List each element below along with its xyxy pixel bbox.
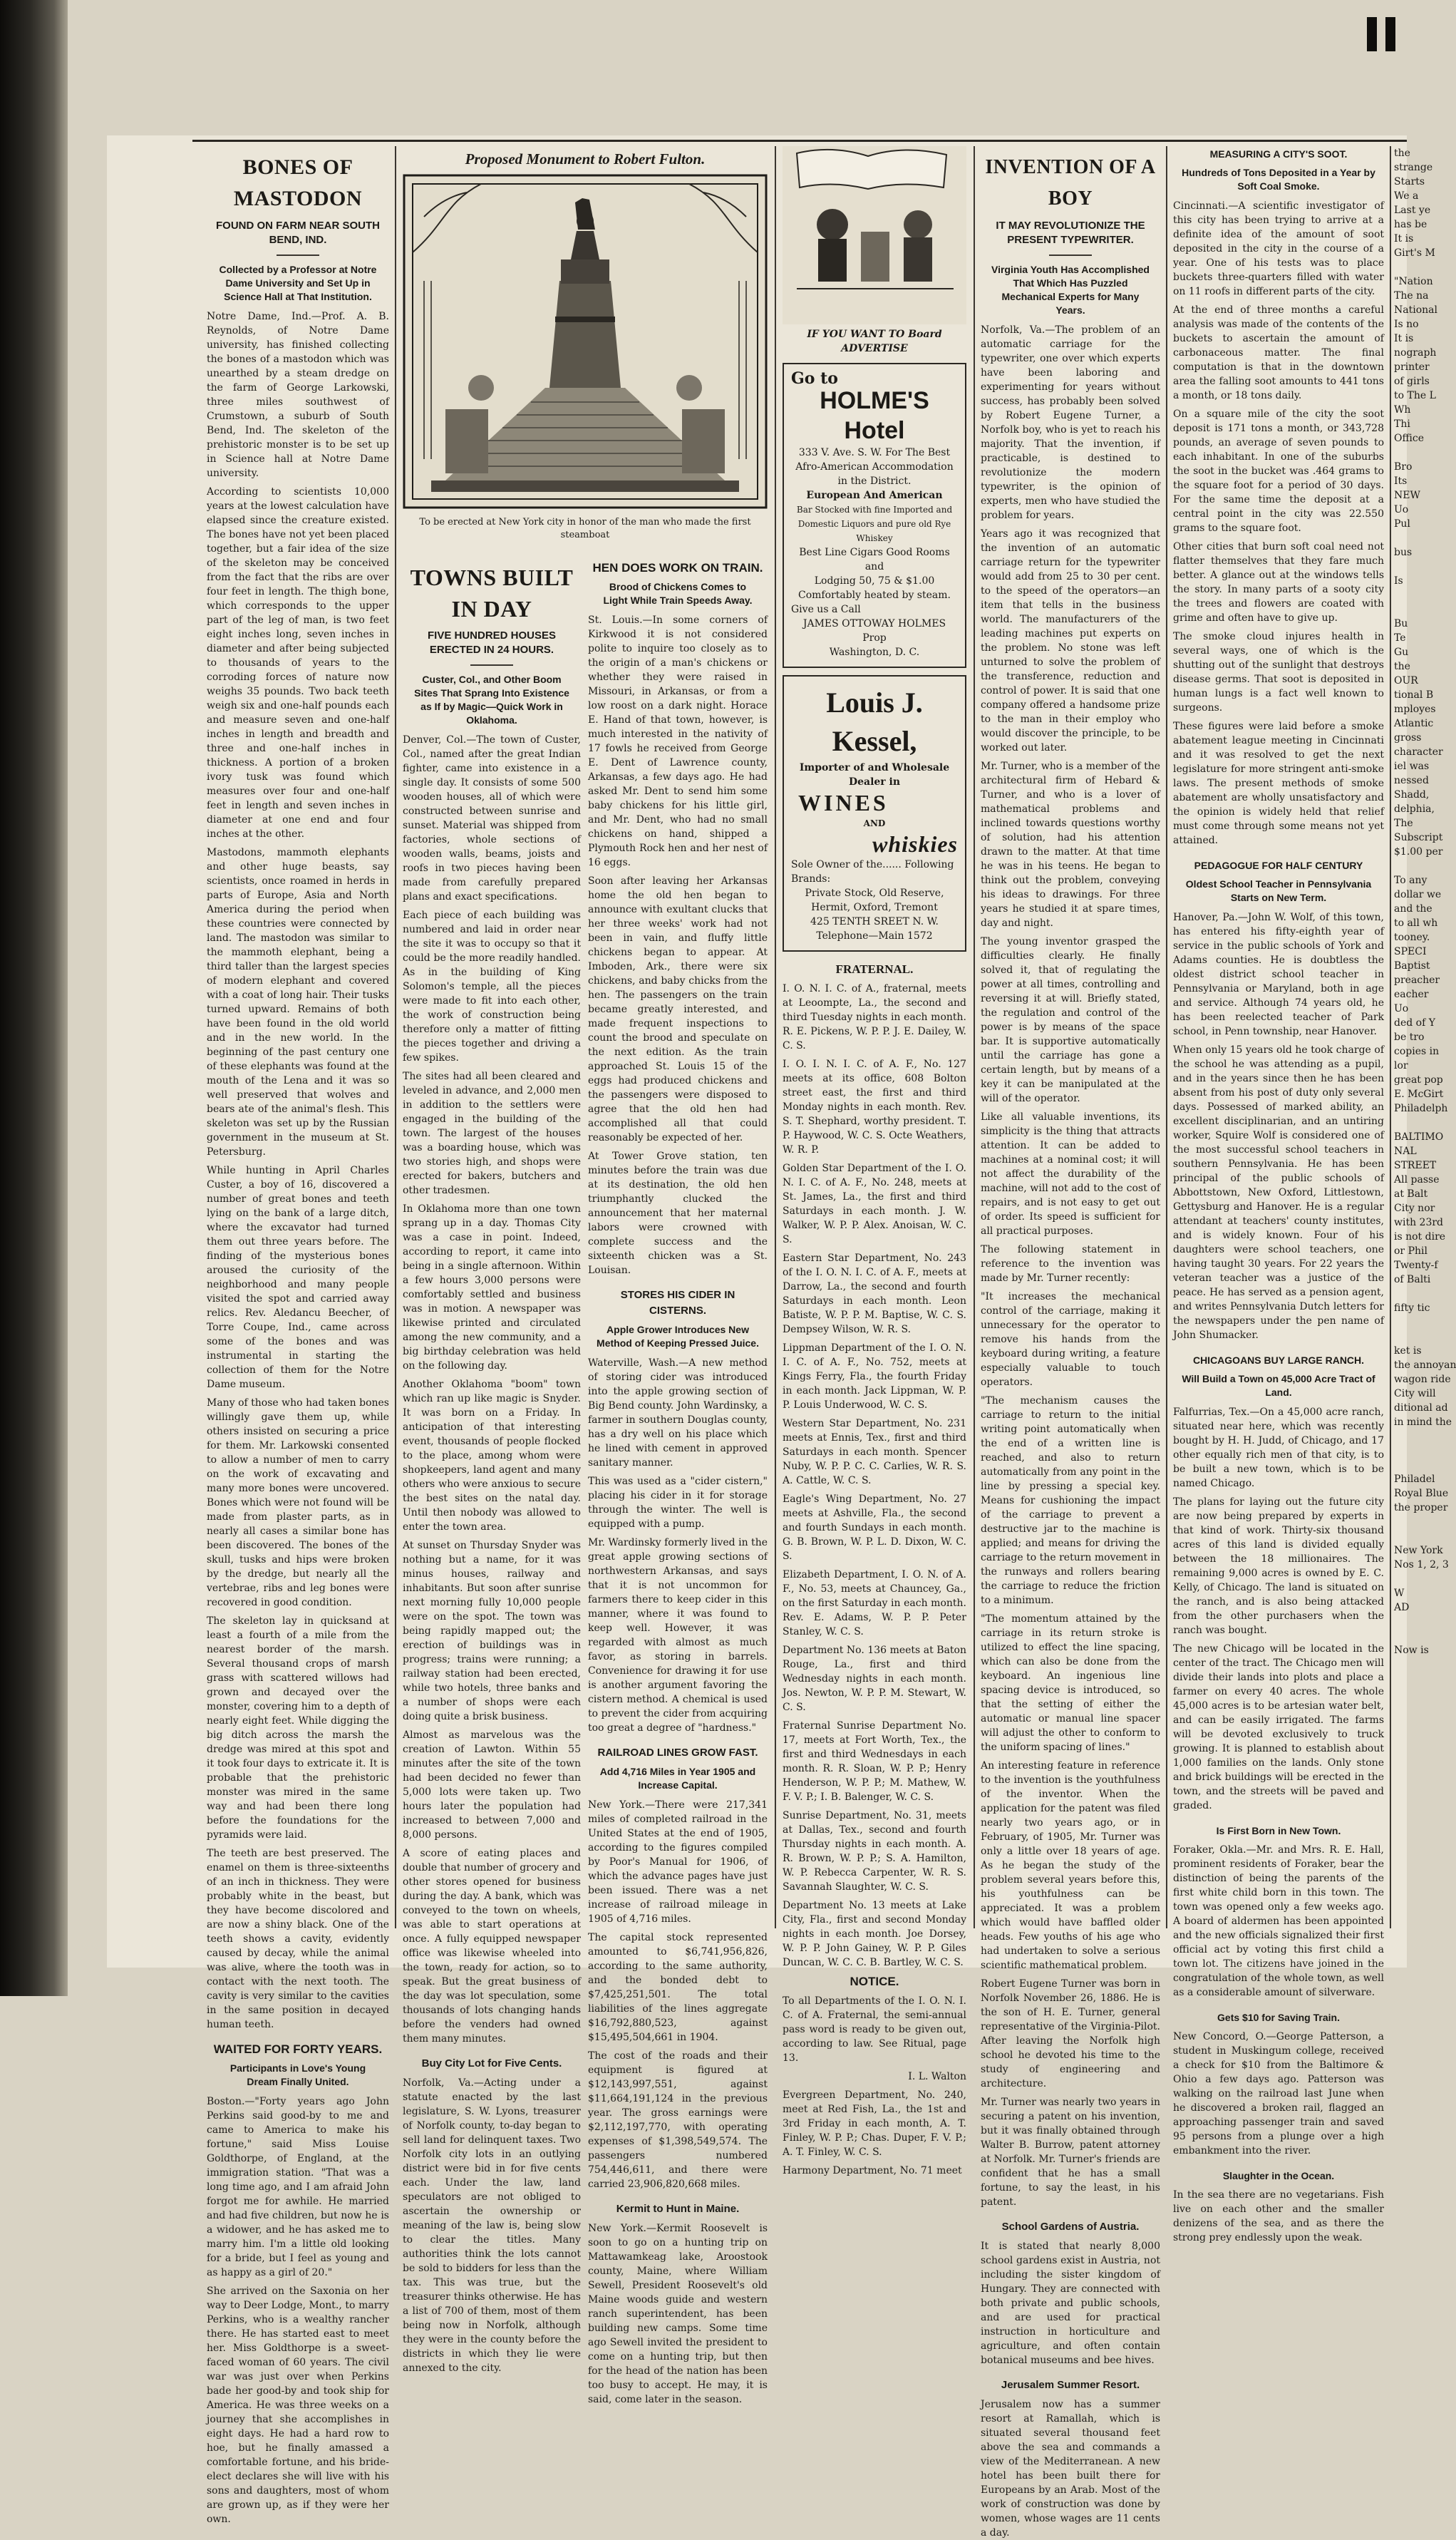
divider [470, 664, 513, 666]
headline-saving-train: Gets $10 for Saving Train. [1217, 2012, 1340, 2023]
fragment-line: the proper [1394, 1502, 1448, 1513]
fragment-line [1394, 1572, 1407, 1586]
fragment-line [1394, 1287, 1407, 1301]
subhead-towns: FIVE HUNDRED HOUSES ERECTED IN 24 HOURS. [427, 629, 557, 656]
article-paragraph: Many of those who had taken bones willingly gave them up, while others insisted on securing a price for them. Mr. Larkowski consented to allow a number of men to carry on the work of excavating and many more bones were uncovered. Bones which were not found will be made from plaster parts, as in nearly all cases a similar bone has been discovered. The bones of the skull, tusks and hips were broken by the dredge, but nearly all the vertebrae, ribs and leg bones were recovered in good condition. [207, 1397, 389, 1608]
kessel-owner: Sole Owner of the...... Following Brands: [791, 859, 954, 885]
article-paragraph: A score of eating places and double that number of grocery and other stores opened for business during the day. A bank, which was conveyed to the town on wheels, was able to start operations at once. A fully equipped newspaper office was likewise wheeled into the town, ready for action, so to speak. But the great business of the day was lot speculation, some thousands of lots changing hands before the venders had owned them many minutes. [403, 1848, 581, 2045]
fraternal-entry: Department No. 13 meets at Lake City, Fla., first and second Monday nights in each month. Joe Dorsey, W. P. P. John Gainey, W. P. P. Giles Duncan, W. C. C. B. Bartley, W. C. S. [783, 1900, 966, 1968]
fragment-line: To any [1394, 875, 1427, 886]
fragment-line: Girt's M [1394, 247, 1435, 259]
fragment-line: to all wh [1394, 917, 1438, 929]
fragment-line: Wh [1394, 404, 1411, 416]
fragment-line: nograph [1394, 347, 1437, 359]
article-paragraph: Another Oklahoma "boom" town which ran up like magic is Snyder. It was born on a Friday. In anticipation of that interesting event, thousands of people flocked to the place, among whom were shopkeepers, land agent and many others who were anxious to secure the best sites on the natal day. Until then nobody was allowed to enter the town area. [403, 1379, 581, 1533]
kessel-whiskies: whiskies [872, 831, 958, 857]
fragment-line [1394, 1515, 1407, 1529]
article-paragraph: New Concord, O.—George Patterson, a student in Muskingum college, received a check for $10 from the Baltimore & Ohio a few days ago. Patterson was walking on the railroad last June when he discovered a broken rail, flagged an approaching passenger train and saved 95 persons from a plunge over a high embankment into the river. [1173, 2031, 1384, 2156]
fraternal-entry: Golden Star Department of the I. O. N. I. C. of A. F., No. 248, meets at St. James, La., the first and third Saturdays in each month. J. W. Walker, W. P. P. Alex. Anoisan, W. C. S. [783, 1163, 966, 1245]
column-rule [775, 146, 776, 1928]
fragment-line: Twenty-f [1394, 1260, 1438, 1271]
fragment-line: Starts [1394, 176, 1425, 187]
fragment-line [1394, 1429, 1407, 1444]
subhead-soot: Hundreds of Tons Deposited in a Year by Soft Coal Smoke. [1182, 167, 1375, 192]
kessel-brands: Private Stock, Old Reserve, Hermit, Oxford, Tremont [805, 888, 944, 913]
column-1 [207, 146, 389, 2525]
fragment-line: Baptist [1394, 960, 1430, 972]
article-paragraph: Falfurrias, Tex.—On a 45,000 acre ranch, situated near here, which was recently bought by H. H. Judd, of Chicago, and 17 other equally rich men of that city, is to be built a new town, which is to be named Chicago. [1173, 1407, 1384, 1489]
hotel-cigars: Best Line Cigars Good Rooms and [799, 547, 950, 572]
hotel-address: 333 V. Ave. S. W. For The Best Afro-American Accommodation in the District. [795, 447, 954, 487]
article-paragraph: In Oklahoma more than one town sprang up in a day. Thomas City was a case in point. Indeed, according to report, it came into being in a single afternoon. Within a few hours 3,000 persons were comfortably settled and business was in motion. A newspaper was likewise printed and circulated among the new community, and a big birthday celebration was held on the following day. [403, 1203, 581, 1372]
fragment-line: Philadel [1394, 1474, 1435, 1485]
article-paragraph: The cost of the roads and their equipment is figured at $12,143,997,551, against $11,664,191,124 in the previous year. The gross earnings were $2,112,197,770, with operating expenses of $1,398,549,574. The passengers numbered 754,446,611, and there were carried 23,906,820,668 miles. [588, 2050, 768, 2190]
subhead-invention-2: Virginia Youth Has Accomplished That Which Has Puzzled Mechanical Experts for Many Years. [991, 264, 1150, 316]
article-paragraph: Each piece of each building was numbered and laid in order near the site it was to occupy so that it could be the more readily handled. As in the building of King Solomon's temple, all the pieces were made to fit into each other, the work of construction being therefore only a matter of fitting the pieces together and driving a few spikes. [403, 910, 581, 1064]
fragment-line: preacher [1394, 975, 1440, 986]
fragment-line: to The L [1394, 390, 1436, 401]
fragment-line: Philadelph [1394, 1103, 1448, 1114]
subhead-cider: Apple Grower Introduces New Method of Keeping Pressed Juice. [597, 1324, 759, 1349]
article-paragraph: While hunting in April Charles Custer, a boy of 16, discovered a number of great bones and teeth lying on the bank of a large ditch, where the excavator had turned them out three years before. The finding of the mysterious bones aroused the curiosity of the neighborhood and many people visited the spot and carried away relics. Rev. Aledancu Beecher, of Torre Coupe, Ind., came across some of the bones and was instrumental in starting the collection of them for the Notre Dame museum. [207, 1165, 389, 1390]
kessel-name: Louis J. Kessel, [826, 687, 923, 757]
hotel-bar: Bar Stocked with fine Imported and Domestic Liquors and pure old Rye Whiskey [796, 505, 953, 543]
fragment-line: All passe [1394, 1174, 1440, 1186]
illustration-caption: To be erected at New York city in honor of the man who made the first steamboat [419, 517, 751, 540]
hotel-plan: European And American [806, 490, 943, 501]
kessel-address: 425 TENTH SREET N. W. Telephone—Main 1572 [810, 916, 939, 942]
article-paragraph: When only 15 years old he took charge of the school he was attending as a pupil, and in the years since then he has been absent from his post of duty only several days. Possessed of marked ability, an excellent disciplinarian, and an untiring worker, Squire Wolf is considered one of the most successful school teachers in southern Pennsylvania. He has been principal of the public schools of Abbottstown, New Oxford, Littlestown, Gettysburg and Hanover. He is a regular attendant at teachers' county institutes, and is widely known. Four of his daughters were school teachers, one having taught 30 years. For 22 years the veteran teacher was a justice of the peace. He has served as a pension agent, and writes Pennsylvania Dutch letters for the newspapers under the pen name of John Shumacker. [1173, 1044, 1384, 1341]
fragment-line [1394, 560, 1407, 574]
column-rule [974, 146, 975, 1928]
fragment-line [1394, 531, 1407, 545]
article-paragraph: Mr. Turner, who is a member of the architectural firm of Hebard & Turner, and who is a lover of mathematical problems and inclined towards questions worthy of solution, had his attention drawn to the matter. At that time he was in his teens. He began to think out the problem, conveying his ideas to drawings. For three years he studied it at spare times, day and night. [981, 761, 1160, 929]
fragment-line [1394, 1629, 1407, 1643]
fragment-line: be tro [1394, 1032, 1425, 1043]
fragment-line: It is [1394, 233, 1414, 245]
fragment-line: Pul [1394, 518, 1410, 530]
fragment-line: "Nation [1394, 276, 1433, 287]
fragment-line: Royal Blue [1394, 1488, 1449, 1499]
article-paragraph: On a square mile of the city the soot deposit is 171 tons a month, or 343,728 pounds, an average of seven pounds to each inhabitant. In one of the suburbs the soot in the bucket was .464 grams to the square foot for a period of 30 days. For the same time the deposit at a central point in the city was 22.550 grams to the square foot. [1173, 408, 1384, 534]
fragment-line: the [1394, 661, 1410, 672]
fraternal-entry: I. O. I. N. I. C. of A. F., No. 127 meets at its office, 608 Bolton street east, the first and third Monday nights in each month. Rev. S. T. Shephard, worthy president. T. P. Haywood, W. C. S. Octe Weathers, W. R. P. [783, 1059, 966, 1156]
headline-soot: MEASURING A CITY'S SOOT. [1209, 148, 1348, 160]
fraternal-entry: I. O. N. I. C. of A., fraternal, meets at Leoompte, La., the second and third Tuesday nights in each month. R. E. Pickens, W. P. P. J. E. Dailey, W. C. S. [783, 983, 966, 1052]
headline-fraternal: FRATERNAL. [835, 962, 914, 976]
ad-top-text: IF YOU WANT TO Board ADVERTISE [807, 329, 942, 354]
fraternal-entry: Sunrise Department, No. 31, meets at Dallas, Tex., second and fourth Thursday nights in each month. A. R. Brown, W. P. P.; S. A. Hamilton, W. P. Rebecca Carpenter, W. R. S. Savannah Slaughter, W. C. S. [783, 1810, 966, 1893]
article-paragraph: The young inventor grasped the difficulties clearly. He finally solved it, that of regulating the power at all times, controlling and reversing it at will. Briefly stated, the regulation and control of the power is by means of the space bar. It is supportive automatically until the carriage has gone a certain length, but by means of a key it can be manipulated at the will of the operator. [981, 936, 1160, 1104]
fragment-line: BALTIMO [1394, 1131, 1444, 1143]
fragment-line: the [1394, 148, 1410, 159]
fragment-line: Nos 1, 2, 3 [1394, 1559, 1449, 1570]
article-paragraph: Mr. Wardinsky formerly lived in the great apple growing sections of northwestern Arkansas, and says that it is not uncommon for farmers there to keep cider in this manner, where it was found to keep well. However, it was regarded with almost as much favor, as storing in barrels. Convenience for drawing it for use is another argument favoring the cistern method. A chemical is used to prevent the cider from acquiring too great a degree of "hardness." [588, 1537, 768, 1734]
fraternal-entry: Lippman Department of the I. O. N. I. C. of A. F., No. 752, meets at Kings Ferry, Fla., the fourth Friday in each month. Jack Lippman, W. P. P. Louis Underwood, W. C. S. [783, 1342, 966, 1411]
fulton-monument-illustration [403, 174, 768, 509]
article-paragraph: Almost as marvelous was the creation of Lawton. Within 55 minutes after the site of the town had been decided no fewer than 5,000 lots were taken up. Two hours later the population had increased to between 7,000 and 8,000 persons. [403, 1729, 581, 1841]
column-4 [783, 146, 966, 2176]
article-paragraph: Denver, Col.—The town of Custer, Col., named after the great Indian fighter, came into existence in a single day. It consists of some 500 wooden houses, all of which were constructed between sunrise and sunset. Material was shipped from factories, whole sections of wooden walls, beams, joists and roofs in two pieces having been made from carefully prepared plans and exact specifications. [403, 734, 581, 903]
fragment-line [1394, 446, 1407, 460]
subhead-pedagogue: Oldest School Teacher in Pennsylvania Starts on New Term. [1185, 878, 1372, 903]
article-paragraph: The skeleton lay in quicksand at least a fourth of a mile from the nearest border of the marsh. Several thousand crops of marsh grass with scattered willows had grown and decayed over the monster, covering him to a depth of nearly eight feet. While digging the big ditch across the marsh the dredge was mired at this spot and it took four days to extricate it. It is probable that the prehistoric monster was mired in the same way and had been there long before the foundations for the pyramids were laid. [207, 1615, 389, 1841]
subhead-waited: Participants in Love's Young Dream Finally United. [229, 2062, 366, 2087]
fragment-line: Office [1394, 433, 1425, 444]
article-paragraph: "The mechanism causes the carriage to return to the initial writing point automatically when the end of a written line is reached, and also to return automatically from any point in the line by pressing a special key. Means for cushioning the impact of the carriage to prevent a destructive jar to the machine is applied; and means for driving the carriage to the return movement in the runways and rollers bearing the carriage to reduce the friction to a minimum. [981, 1395, 1160, 1606]
article-paragraph: New York.—There were 217,341 miles of completed railroad in the United States at the end of 1905, according to the figures compiled by Poor's Manual for 1906, of which the advance pages have just been issued. There was a net increase of railroad mileage in 1905 of 4,716 miles. [588, 1799, 768, 1925]
fragment-line: Bro [1394, 461, 1413, 473]
article-paragraph: The smoke cloud injures health in several ways, one of which is the shutting out of the sunlight that destroys disease germs. That soot is deposited in human lungs is a fact well known to surgeons. [1173, 631, 1384, 714]
kessel-desc: Importer of and Wholesale Dealer in [799, 762, 950, 788]
article-paragraph: Foraker, Okla.—Mr. and Mrs. R. E. Hall, prominent residents of Foraker, bear the distinction of being the parents of the first white child born in this town. The town was opened only a few weeks ago. A board of aldermen has been appointed and the new officials signalized their first official act by voting this first child a town lot. The citizens have joined in the congratulation of the whole town, as well as a considerable amount of silverware. [1173, 1844, 1384, 1998]
fragment-line: NAL [1394, 1146, 1417, 1157]
fragment-line: Gu [1394, 647, 1409, 658]
article-paragraph: According to scientists 10,000 years at the lowest calculation have elapsed since the creature existed. The bones have not yet been placed together, but a fair idea of the size of the skeleton may be conceived from the fact that the ribs are over four feet in length. The thigh bone, which corresponds to the upper part of the leg of man, is two feet eight inches long, seven inches in diameter and after being subjected to thousands of years to the corroding forces of nature now weighs 35 pounds. Two back teeth weigh six and one-half pounds each and measure seven and one-half inches in length and breadth and three and one-half inches in thickness. A portion of a broken ivory tusk was found which measures over four and one-half feet in length and seven inches in diameter at one end and four inches at the other. [207, 486, 389, 840]
fragment-line: gross [1394, 732, 1422, 744]
headline-pedagogue: PEDAGOGUE FOR HALF CENTURY [1194, 860, 1363, 871]
headline-lot: Buy City Lot for Five Cents. [421, 2057, 562, 2069]
fragment-line: ket is [1394, 1345, 1422, 1357]
article-paragraph: Norfolk, Va.—The problem of an automatic carriage for the typewriter, one over which experts have been laboring and experimenting for years without success, has probably been solved by Robert Eugene Turner, a Norfolk boy, who is yet to reach his majority. That the invention, if practicable, is destined to revolutionize the modern typewriter, is the opinion of experts, men who have studied the problem for years. [981, 324, 1160, 521]
fulton-illustration-block [403, 146, 768, 552]
fragment-line: ded of Y [1394, 1017, 1435, 1029]
fragment-line: with 23rd [1394, 1217, 1444, 1228]
fragment-line: $1.00 per [1394, 846, 1443, 858]
article-paragraph: It is stated that nearly 8,000 school gardens exist in Austria, not including the sister kingdom of Hungary. They are connected with both private and public schools, and are used for practical instruction in horticulture and agriculture, and often contain botanical museums and bee hives. [981, 2241, 1160, 2366]
notice-signature: I. L. Walton [908, 2071, 966, 2082]
kessel-and: AND [863, 818, 886, 828]
column-rule [1390, 146, 1391, 1928]
fragment-line: delphia, [1394, 803, 1435, 815]
fragment-line: Is no [1394, 319, 1419, 330]
fraternal-entry: Evergreen Department, No. 240, meet at Red Fish, La., the 1st and 3rd Friday in each month, A. T. Finley, W. P. P.; Chas. Duper, F. V. P.; A. T. Finley, W. C. S. [783, 2089, 966, 2158]
fraternal-entry: Harmony Department, No. 71 meet [783, 2165, 962, 2176]
fragment-line: W [1394, 1588, 1405, 1599]
fragment-line: Shadd, [1394, 789, 1430, 801]
fragment-line: or Phil [1394, 1245, 1427, 1257]
fragment-line: lor [1394, 1060, 1408, 1071]
hotel-name: HOLME'S Hotel [820, 387, 929, 444]
fragment-line: Thi [1394, 418, 1410, 430]
fragment-line: We a [1394, 190, 1419, 202]
fragment-line: fifty tic [1394, 1302, 1430, 1314]
fragment-line: eacher [1394, 989, 1429, 1000]
fragment-line: City will [1394, 1388, 1436, 1399]
article-paragraph: The following statement in reference to the invention was made by Mr. Turner recently: [981, 1244, 1160, 1284]
headline-jerusalem: Jerusalem Summer Resort. [1001, 2379, 1140, 2391]
subhead-chicagoans: Will Build a Town on 45,000 Acre Tract of Land. [1182, 1373, 1375, 1398]
holmes-hotel-ad [783, 363, 966, 668]
fragment-line [1394, 1615, 1407, 1629]
fragment-line: great pop [1394, 1074, 1443, 1086]
fragment-line: bus [1394, 547, 1413, 558]
article-paragraph: Like all valuable inventions, its simplicity is the thing that attracts attention. It can be added to machines at a nominal cost; it will not affect the durability of the machine, will not add to the cost of repairs, and is not easy to get out of order. Its speed is sufficient for all practical purposes. [981, 1111, 1160, 1237]
fragment-line: strange [1394, 162, 1433, 173]
fragment-line: National [1394, 304, 1437, 316]
fragment-line: in mind the [1394, 1416, 1452, 1428]
headline-waited: WAITED FOR FORTY YEARS. [213, 2042, 383, 2056]
column-6 [1173, 146, 1384, 2243]
fragment-line: City nor [1394, 1203, 1435, 1214]
fragment-line [1394, 859, 1407, 873]
fragment-line: nessed [1394, 775, 1429, 786]
fragment-line: Uo [1394, 1003, 1409, 1014]
fragment-line: Its [1394, 475, 1408, 487]
book-binding [0, 0, 68, 1996]
fragment-line: and the [1394, 903, 1432, 915]
top-rule [192, 140, 1407, 142]
article-paragraph: Notre Dame, Ind.—Prof. A. B. Reynolds, of Notre Dame university, has finished collecting the bones of a mastodon which was unearthed by a steam dredge on the farm of George Larkowski, three miles southwest of Crumstown, a suburb of South Bend, Ind. The skeleton of the prehistoric monster is to be set up in Science hall at Notre Dame university. [207, 311, 389, 479]
article-paragraph: At the end of three months a careful analysis was made of the contents of the buckets to ascertain the amount of carbonaceous matter. The final computation is that in the downtown area the falling soot amounts to 441 tons a month, or 18 tons daily. [1173, 304, 1384, 401]
fragment-line: Bu [1394, 618, 1408, 629]
fragment-line: Te [1394, 632, 1406, 644]
headline-notice: NOTICE. [850, 1975, 899, 1988]
headline-towns: TOWNS BUILT IN DAY [410, 565, 574, 622]
fragment-line [1394, 260, 1407, 274]
article-paragraph: Norfolk, Va.—Acting under a statute enacted by the last legislature, S. W. Lyons, treasurer of Norfolk county, to-day began to sell land for delinquent taxes. Two Norfolk city lots in an outlying district were bid in for five cents each. Under the law, land speculators are not obliged to ascertain the ownership or meaning of the law is, being slow to clear the titles. Many authorities think the lots cannot be sold to bidders for less than the tax. This was true, but the treasurer thinks otherwise. He has a list of 700 of them, most of them being now in Norfolk, although they were in the county before the districts in which they lie were annexed to the city. [403, 2077, 581, 2374]
fragment-line [1394, 588, 1407, 602]
article-paragraph: Jerusalem now has a summer resort at Ramallah, which is situated several thousand feet above the sea and commands a view of the Mediterranean. A new hotel has been built there for Europeans by an Arab. Most of the work of construction was done by women, whose wages are 11 cents a day. [981, 2399, 1160, 2539]
article-paragraph: The capital stock represented amounted to $6,741,956,826, according to the same authority, and the bonded debt to $7,425,251,501. The total liabilities of the lines aggregate $16,792,880,523, against $15,495,504,661 in 1904. [588, 1932, 768, 2043]
fragment-line: copies in [1394, 1046, 1440, 1057]
column-rule [395, 146, 396, 1928]
fragment-line: wagon ride [1394, 1374, 1451, 1385]
article-paragraph: At Tower Grove station, ten minutes before the train was due at its destination, the old hen triumphantly clucked the announcement that her maternal labors were crowned with complete success and the sixteenth chicken was a St. Louisan. [588, 1151, 768, 1276]
article-paragraph: The plans for laying out the future city are now being prepared by experts in that kind of work. Thirty-six thousand acres of this land is divided equally between the 18 millionaires. The remaining 9,000 acres is owned by E. C. Kelly, of Chicago. The land is situated on the ranch, and is also being attacked from the other purchasers when the ranch was bought. [1173, 1496, 1384, 1636]
hotel-lodging: Lodging 50, 75 & $1.00 Comfortably heated by steam. [798, 575, 951, 601]
fragment-line: mployes [1394, 704, 1436, 715]
fragment-line: E. McGirt [1394, 1089, 1444, 1100]
fragment-line: character [1394, 746, 1443, 758]
article-paragraph: Hanover, Pa.—John W. Wolf, of this town, has entered his fifty-eighth year of service in the public schools of York and Adams counties. He is doubtless the oldest district school teacher in Pennsylvania or Maryland, both in age and service. Although 74 years old, he has been reelected teacher of Park school, in Penn township, near Hanover. [1173, 912, 1384, 1037]
fragment-line: is not dire [1394, 1231, 1446, 1243]
fragment-line: iel was [1394, 761, 1430, 772]
fragment-line: printer [1394, 361, 1430, 373]
article-paragraph: These figures were laid before a smoke abatement league meeting in Cincinnati and it was resolved to get the next legislature for more stringent anti-smoke laws. The present methods of smoke abatement are wholly unsatisfactory and the opinion is widely held that relief must come through some means not yet attained. [1173, 721, 1384, 846]
divider [277, 254, 319, 256]
fragment-line: of Balti [1394, 1274, 1431, 1285]
article-paragraph: Robert Eugene Turner was born in Norfolk November 26, 1886. He is the son of H. E. Turner, general representative of the Virginia-Pilot. After leaving the Norfolk high school he devoted his time to the study of engineering and architecture. [981, 1978, 1160, 2089]
fragment-line: Uo [1394, 504, 1409, 515]
column-rule [1166, 146, 1167, 1928]
headline-hen: HEN DOES WORK ON TRAIN. [592, 561, 763, 575]
headline-rail: RAILROAD LINES GROW FAST. [597, 1747, 758, 1759]
subhead-invention: IT MAY REVOLUTIONIZE THE PRESENT TYPEWRITER. [996, 220, 1145, 246]
fraternal-entry: Department No. 136 meets at Baton Rouge, La., first and third Wednesday nights in each month. Jos. Newton, W. P. P. M. Stewart, W. C. S. [783, 1645, 966, 1713]
divider [1049, 254, 1092, 256]
headline-kermit: Kermit to Hunt in Maine. [616, 2203, 740, 2215]
subhead-mastodon: FOUND ON FARM NEAR SOUTH BEND, IND. [216, 220, 380, 246]
ad-goto: Go to [791, 369, 838, 388]
article-paragraph: This was used as a "cider cistern," placing his cider in it for storage through the winter. The well is equipped with a pump. [588, 1476, 768, 1530]
article-paragraph: In the sea there are no vegetarians. Fish live on each other and the smaller denizens of the sea, and as there the strong prey endlessly upon the weak. [1173, 2189, 1384, 2243]
article-paragraph: The sites had all been cleared and leveled in advance, and 2,000 men in addition to the settlers were engaged in the building of the town. The largest of the houses was a boarding house, which was two stories high, and shops were erected for bakers, butchers and other tradesmen. [403, 1071, 581, 1196]
fraternal-entry: Eastern Star Department, No. 243 of the I. O. N. I. C. of A. F., meets at Darrow, La., the second and fourth Saturdays in each month. Leon Batiste, W. P. P. M. Baptise, W. C. S. Dempsey Wilson, W. R. S. [783, 1253, 966, 1335]
subhead-mastodon-2: Collected by a Professor at Notre Dame University and Set Up in Science Hall at That Institution. [219, 264, 377, 302]
fraternal-entry: Western Star Department, No. 231 meets at Ennis, Tex., first and third Saturdays in each month. Spencer Nuby, W. P. P. C. C. Carlies, W. R. S. A. Cattle, W. C. S. [783, 1418, 966, 1486]
fragment-line [1394, 1458, 1407, 1472]
fragment-line: Now is [1394, 1645, 1429, 1656]
article-paragraph: "It increases the mechanical control of the carriage, making it unnecessary for the operator to remove his hands from the keyboard during writing, a feature especially valuable to touch operators. [981, 1291, 1160, 1388]
illustration-title: Proposed Monument to Robert Fulton. [465, 150, 706, 168]
article-paragraph: Mastodons, mammoth elephants and other huge beasts, say scientists, once roamed in herds in parts of Europe, Asia and North America during the period when these countries were connected by land. The mastodon was similar to the mammoth elephant, being a third taller than the largest species of modern elephant and covered with a coat of long hair. Their tusks turned upward. Remains of both have been found in the old world and in the new world. In the beginning of the past century one of these elephants was found at the mouth of the Lena and it was so well preserved that wolves and bears ate of the animal's flesh. This skeleton was set up by the Russian government in the museum at St. Petersburg. [207, 847, 389, 1158]
column-2 [403, 556, 581, 2374]
article-paragraph: Other cities that burn soft coal need not flatter themselves that they fare much better. A glance out at the windows tells the story. In many parts of a sooty city the trees and flowers are coated with grime and often have to give up. [1173, 541, 1384, 624]
fragment-line: The na [1394, 290, 1429, 302]
fragment-line: ditional ad [1394, 1402, 1448, 1414]
article-paragraph: St. Louis.—In some corners of Kirkwood it is not considered polite to inquire too closely as to the origin of a man's chickens or whether they were raised in Missouri, in Arkansas, or from a low roost on a dark night. Horace E. Hand of that town, however, is much interested in the nativity of 17 fowls he received from George E. Dent of Lawrence county, Arkansas, a few days ago. He had asked Mr. Dent to send him some baby chickens for his little girl, and Mr. Dent, who had no small chickens on hand, shipped a Plymouth Rock hen and her nest of 16 eggs. [588, 615, 768, 868]
fragment-line: STREET [1394, 1160, 1437, 1171]
article-paragraph: Mr. Turner was nearly two years in securing a patent on his invention, but it was finally obtained through Walter B. Burrow, patent attorney at Norfolk. Mr. Turner's friends are confident that he has a small fortune, to say the least, in his patent. [981, 2097, 1160, 2208]
column-7-fragments [1394, 146, 1456, 1957]
column-5 [981, 146, 1160, 2539]
headline-chicagoans: CHICAGOANS BUY LARGE RANCH. [1192, 1354, 1365, 1366]
fragment-line: NEW [1394, 490, 1420, 501]
headline-invention: INVENTION OF A BOY [985, 156, 1156, 210]
article-paragraph: New York.—Kermit Roosevelt is soon to go on a hunting trip on Mattawamkeag lake, Aroostook county, Maine, where William Sewell, President Roosevelt's old Maine woods guide and western ranch superintendent, has been building new camps. Some time ago Sewell invited the president to come on a hunting trip, but then for the head of the nation has been too busy to accept. He may, it is said, come later in the season. [588, 2223, 768, 2405]
fragment-line: New York [1394, 1545, 1443, 1556]
fragment-line: SPECI [1394, 946, 1427, 957]
fragment-line [1394, 1116, 1407, 1130]
hotel-city: Washington, D. C. [829, 647, 920, 658]
article-paragraph: Years ago it was recognized that the invention of an automatic carriage return for the typewriter would add from 25 to 30 per cent. to the speed of the operators—an item that tells in the business world. The manufacturers of the leading machines put experts on the problem. No stone was left unturned to solve the problem of the transference, reduction and control of power. It is said that one company offered a handsome prize to the man in their employ who would discover the principle, to be worked out later. [981, 528, 1160, 754]
notice-body: To all Departments of the I. O. N. I. C. of A. Fraternal, the semi-annual pass word is ready to be given out, according to law. See Ritual, page 13. [783, 1995, 966, 2064]
kessel-wines: WINES [798, 790, 889, 816]
fragment-line: AD [1394, 1602, 1410, 1613]
article-paragraph: Boston.—"Forty years ago John Perkins said good-by to me and came to America to make his fortune," said Miss Louise Goldthorpe, of England, at the immigration station. "That was a long time ago, and I am afraid John forgot me for awhile. He married and had five children, but now he is a widower, and he has asked me to marry him. I'm a little old looking for a bride, but I feel as young and as happy as a girl of 20." [207, 2096, 389, 2278]
article-paragraph: Cincinnati.—A scientific investigator of this city has been trying to arrive at a definite idea of the amount of soot deposited in the city in the course of a year. One of his tests was to place buckets three-quarters filled with water on 11 roofs in different parts of the city. [1173, 200, 1384, 297]
article-paragraph: Waterville, Wash.—A new method of storing cider was introduced into the apple growing section of Big Bend county. John Wardinsky, a farmer in southern Douglas county, has a dry well on his place which he lined with cement in approved sanitary manner. [588, 1357, 768, 1469]
board-advertise-illustration [783, 146, 966, 324]
fragment-line: Last ye [1394, 205, 1431, 216]
fragment-line: OUR [1394, 675, 1418, 687]
fragment-line [1394, 1444, 1407, 1458]
fragment-line: The [1394, 818, 1413, 829]
fragment-line: dollar we [1394, 889, 1442, 900]
fraternal-entry: Fraternal Sunrise Department No. 17, meets at Fort Worth, Tex., the first and third Wednesdays in each month. R. R. Sloan, W. P. P.; Henry Henderson, W. P. P.; M. Mathew, W. F. V. P.; I. B. Balenger, W. C. S. [783, 1720, 966, 1803]
edge-marks [1367, 17, 1400, 51]
fragment-line [1394, 1529, 1407, 1543]
headline-first-born: Is First Born in New Town. [1216, 1825, 1341, 1836]
fragment-line: of girls [1394, 376, 1430, 387]
article-paragraph: She arrived on the Saxonia on her way to Deer Lodge, Mont., to marry Perkins, who is a wealthy rancher there. He has started east to meet her. Miss Goldthorpe is a sweet-faced woman of 60 years. The civil war was just over when Perkins bade her good-by and took ship for America. He was three weeks on a journey that she accomplishes in eight days. He had a hard row to hoe, but he finally amassed a comfortable fortune, and his bride-elect declares she will live with his sons and daughters, most of whom are grown up, as if they were her own. [207, 2286, 389, 2525]
fragment-line: Subscript [1394, 832, 1443, 843]
article-paragraph: The new Chicago will be located in the center of the tract. The Chicago men will divide their lands into plots and place a farmer on every 40 acres. The whole 45,000 acres is to be artesian water belt, and can be easily irrigated. The farms will be devoted exclusively to truck growing. It is planned to establish about 1,000 families on the lands. Only stone and brick buildings will be erected in the town, and the streets will be paved and graded. [1173, 1643, 1384, 1811]
column-3 [588, 556, 768, 2405]
kessel-ad [783, 675, 966, 952]
fragment-line: the annoyan [1394, 1359, 1456, 1371]
article-paragraph: Soon after leaving her Arkansas home the old hen began to announce with exultant clucks that her three weeks' work had not been in vain, and fluffy little chickens began to appear. At Imboden, Ark., there were six chickens, and baby chicks from the hen. The passengers on the train became greatly interested, and made frequent inspections to count the brood and speculate on the next edition. As the train approached St. Louis 15 of the eggs had produced chickens and the passengers were disposed to agree that the old hen had accomplished all that could reasonably be expected of her. [588, 875, 768, 1143]
headline-mastodon: BONES OF MASTODON [233, 155, 363, 210]
fragment-line [1394, 602, 1407, 617]
fragment-line: has be [1394, 219, 1427, 230]
article-paragraph: An interesting feature in reference to the invention is the youthfulness of the inventor. When the application for the patent was filed nearly two years ago, or in February, of 1905, Mr. Turner was only a little over 18 years of age. As he began the study of the problem several years before this, his youthfulness can be appreciated. It was a problem which would have baffled older heads. Few youths of his age who had undertaken to solve a serious scientific mathematical problem. [981, 1760, 1160, 1971]
fraternal-entry: Elizabeth Department, I. O. N. of A. F., No. 53, meets at Chauncey, Ga., on the first Saturday in each month. Rev. E. Adams, W. P. P. Peter Stanley, W. C. S. [783, 1569, 966, 1637]
headline-slaughter: Slaughter in the Ocean. [1222, 2170, 1335, 2181]
fragment-line: It is [1394, 333, 1414, 344]
headline-cider: STORES HIS CIDER IN CISTERNS. [620, 1289, 735, 1317]
subhead-hen: Brood of Chickens Comes to Light While Train Speeds Away. [603, 581, 753, 606]
subhead-rail: Add 4,716 Miles in Year 1905 and Increase Capital. [599, 1766, 756, 1791]
subhead-towns-2: Custer, Col., and Other Boom Sites That Sprang Into Existence as If by Magic—Quick Work in Oklahoma. [414, 674, 569, 726]
fragment-line: Atlantic [1394, 718, 1434, 729]
article-paragraph: "The momentum attained by the carriage in its return stroke is utilized to effect the line spacing, which can also be done from the keyboard. An ingenious line spacing device is introduced, so that the setting of either the automatic or manual line spacer will adjust the other to conform to the uniform spacing of lines." [981, 1613, 1160, 1753]
hotel-prop: JAMES OTTOWAY HOLMES Prop [802, 618, 946, 644]
fragment-line [1394, 1315, 1407, 1330]
fragment-line: tooney. [1394, 932, 1430, 943]
fragment-line: Is [1394, 575, 1403, 587]
fragment-line [1394, 1330, 1407, 1344]
article-paragraph: The teeth are best preserved. The enamel on them is three-sixteenths of an inch in thickness. They were probably white in the beast, but they have become discolored and are now a shiny black. One of the teeth shows a cavity, evidently caused by decay, while the animal was alive, where the tooth was in contact with the next tooth. The cavity is very similar to the cavities in the same position in decayed human teeth. [207, 1848, 389, 2030]
fragment-line: at Balt [1394, 1188, 1428, 1200]
hotel-call: Give us a Call [791, 604, 861, 615]
headline-school: School Gardens of Austria. [1001, 2221, 1140, 2233]
fraternal-entry: Eagle's Wing Department, No. 27 meets at Ashville, Fla., the second and fourth Sundays in each month. G. B. Brown, W. P. L. D. Dixon, W. C. S. [783, 1493, 966, 1562]
fragment-line: tional B [1394, 689, 1434, 701]
article-paragraph: At sunset on Thursday Snyder was nothing but a name, for it was minus houses, railway and inhabitants. But soon after sunrise next morning fully 10,000 people were on the spot. The town was being rapidly mapped out; the erection of buildings was in progress; trains were running; a railway station had been erected, while two hotels, three banks and a number of shops were each doing quite a brisk business. [403, 1540, 581, 1722]
